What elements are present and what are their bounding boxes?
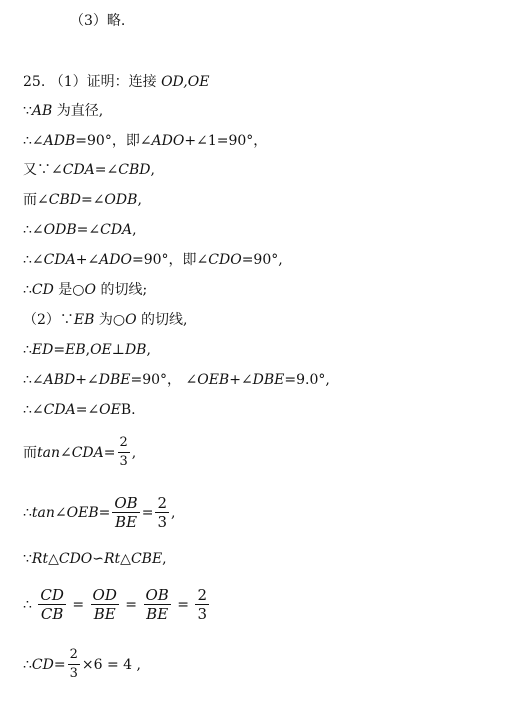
- var: CD: [31, 282, 54, 298]
- fraction: [91, 586, 119, 623]
- text: ,: [162, 551, 167, 567]
- numerator: 2: [68, 646, 80, 665]
- line-tan-cda: [23, 434, 136, 471]
- text: =: [53, 656, 66, 673]
- text: 为○: [94, 312, 126, 328]
- fraction: [118, 434, 130, 471]
- denominator: CB: [40, 605, 64, 623]
- line-cd-result: [23, 646, 141, 683]
- text: +: [75, 252, 88, 268]
- text: =: [53, 342, 66, 358]
- line-cbd-odb: [23, 191, 142, 209]
- var: ∠ODB: [31, 222, 77, 238]
- text: =: [80, 192, 93, 208]
- text: 为直径,: [52, 103, 104, 119]
- var: tan∠OEB: [31, 504, 99, 521]
- text: =: [75, 402, 88, 418]
- var: tan∠CDA: [37, 444, 104, 461]
- var: ED: [31, 342, 54, 358]
- text: ×6 = 4 ,: [81, 656, 141, 673]
- var: ∠CBD: [106, 162, 151, 178]
- var: OE: [90, 342, 112, 358]
- var: EB: [65, 342, 86, 358]
- text: ,: [146, 342, 151, 358]
- var: Rt△CBE: [104, 551, 163, 567]
- var: ∠CDA: [31, 252, 76, 268]
- denominator: BE: [115, 513, 138, 531]
- text: ,: [137, 192, 142, 208]
- numerator: 2: [197, 586, 208, 604]
- text: =: [94, 162, 107, 178]
- var: ∠CDA: [31, 402, 76, 418]
- fraction: [68, 646, 80, 683]
- text: ,: [150, 162, 155, 178]
- var: CD: [31, 656, 54, 673]
- text: ,: [85, 342, 91, 358]
- var: AB: [31, 103, 53, 119]
- var: ∠ODB: [92, 192, 138, 208]
- line-cda-oeb: [23, 401, 136, 419]
- text: ∽: [92, 551, 105, 567]
- denominator: BE: [146, 605, 169, 623]
- therefore-symbol: ∴: [23, 222, 32, 238]
- var: ∠CDA: [88, 222, 133, 238]
- fraction: [195, 586, 209, 623]
- line-odb-cda: [23, 221, 137, 239]
- var: ∠ABD: [31, 372, 76, 388]
- because-symbol: ∵: [23, 551, 32, 567]
- var: ∠ADB: [31, 133, 76, 149]
- text: +∠1=90°，: [184, 133, 268, 149]
- text: =: [76, 222, 89, 238]
- fraction: [112, 494, 139, 531]
- denominator: 3: [157, 513, 167, 531]
- numerator: OD: [92, 586, 117, 604]
- line-cda-cbd: [23, 161, 155, 179]
- text: =90°，: [130, 372, 186, 388]
- text: 而: [23, 192, 37, 208]
- therefore-symbol: ∴: [23, 282, 32, 298]
- text: （3）略.: [70, 13, 126, 29]
- text: ⊥: [111, 342, 125, 358]
- line-abd-dbe: [23, 371, 330, 389]
- therefore-symbol: ∴: [23, 252, 32, 268]
- numerator: 2: [157, 494, 167, 512]
- therefore-symbol: ∴: [23, 372, 32, 388]
- text: 的切线,: [136, 312, 188, 328]
- text: B.: [120, 402, 136, 418]
- text: 而: [23, 444, 37, 461]
- var: EB: [73, 312, 95, 328]
- line-tan-oeb: [23, 494, 175, 531]
- var: ∠CDA: [51, 162, 95, 178]
- denominator: 3: [197, 605, 208, 623]
- therefore-symbol: ∴: [23, 342, 32, 358]
- therefore-symbol: ∴: [23, 133, 32, 149]
- text: 25. （1）证明：连接: [23, 74, 162, 90]
- text: =: [98, 504, 111, 521]
- line-ab-diameter: [23, 102, 103, 120]
- line-cd-tangent: [23, 281, 147, 299]
- line-cdo-90: [23, 251, 283, 269]
- line-ratio-chain: ∴ $\frac{CD}{CB}$ = $\frac{OD}{BE}$ = $\frac{OB}{BE}$ = $\frac{2}{3}$: [23, 586, 208, 623]
- var: ∠CBD: [37, 192, 81, 208]
- line-25-proof-start: [23, 73, 209, 91]
- line-adb-90: [23, 132, 267, 150]
- text: +: [75, 372, 88, 388]
- text: ,: [131, 444, 137, 461]
- text: =90°,: [241, 252, 283, 268]
- fraction: [144, 586, 171, 623]
- var: ∠OEB: [185, 372, 230, 388]
- denominator: 3: [69, 666, 78, 681]
- equals: =: [141, 504, 154, 521]
- therefore-symbol: ∴: [23, 504, 32, 521]
- text: ,: [170, 504, 176, 521]
- line-3-omitted: [70, 12, 125, 30]
- var: DB: [124, 342, 147, 358]
- line-part2-eb-tangent: [23, 311, 188, 329]
- text: 是○: [53, 282, 85, 298]
- var: Rt△CDO: [31, 551, 93, 567]
- text: （2）∵: [23, 312, 74, 328]
- text: +: [229, 372, 241, 388]
- therefore-symbol: ∴: [23, 402, 32, 418]
- line-similar-triangles: [23, 550, 167, 568]
- var: O: [84, 282, 97, 298]
- line-ed-eb: [23, 341, 151, 359]
- var: OD,OE: [161, 74, 210, 90]
- numerator: 2: [118, 434, 130, 453]
- therefore-symbol: ∴: [23, 656, 32, 673]
- var: ∠OE: [87, 402, 121, 418]
- var: ∠DBE: [87, 372, 131, 388]
- fraction: [38, 586, 66, 623]
- var: ∠ADO: [87, 252, 132, 268]
- numerator: OB: [145, 586, 169, 604]
- text: =90°，即: [131, 252, 197, 268]
- numerator: CD: [40, 586, 64, 604]
- text: =: [103, 444, 116, 461]
- text: ,: [132, 222, 137, 238]
- text: 又∵: [23, 162, 51, 178]
- therefore-symbol: ∴: [23, 596, 32, 613]
- text: =9.0°,: [284, 372, 330, 388]
- var: ∠ADO: [139, 133, 185, 149]
- denominator: 3: [119, 454, 128, 469]
- numerator: OB: [114, 494, 138, 512]
- var: ∠CDO: [196, 252, 242, 268]
- var: ∠DBE: [240, 372, 285, 388]
- text: 的切线;: [96, 282, 148, 298]
- text: =90°，即: [75, 133, 140, 149]
- fraction: [155, 494, 169, 531]
- because-symbol: ∵: [23, 103, 32, 119]
- var: O: [125, 312, 137, 328]
- denominator: BE: [93, 605, 116, 623]
